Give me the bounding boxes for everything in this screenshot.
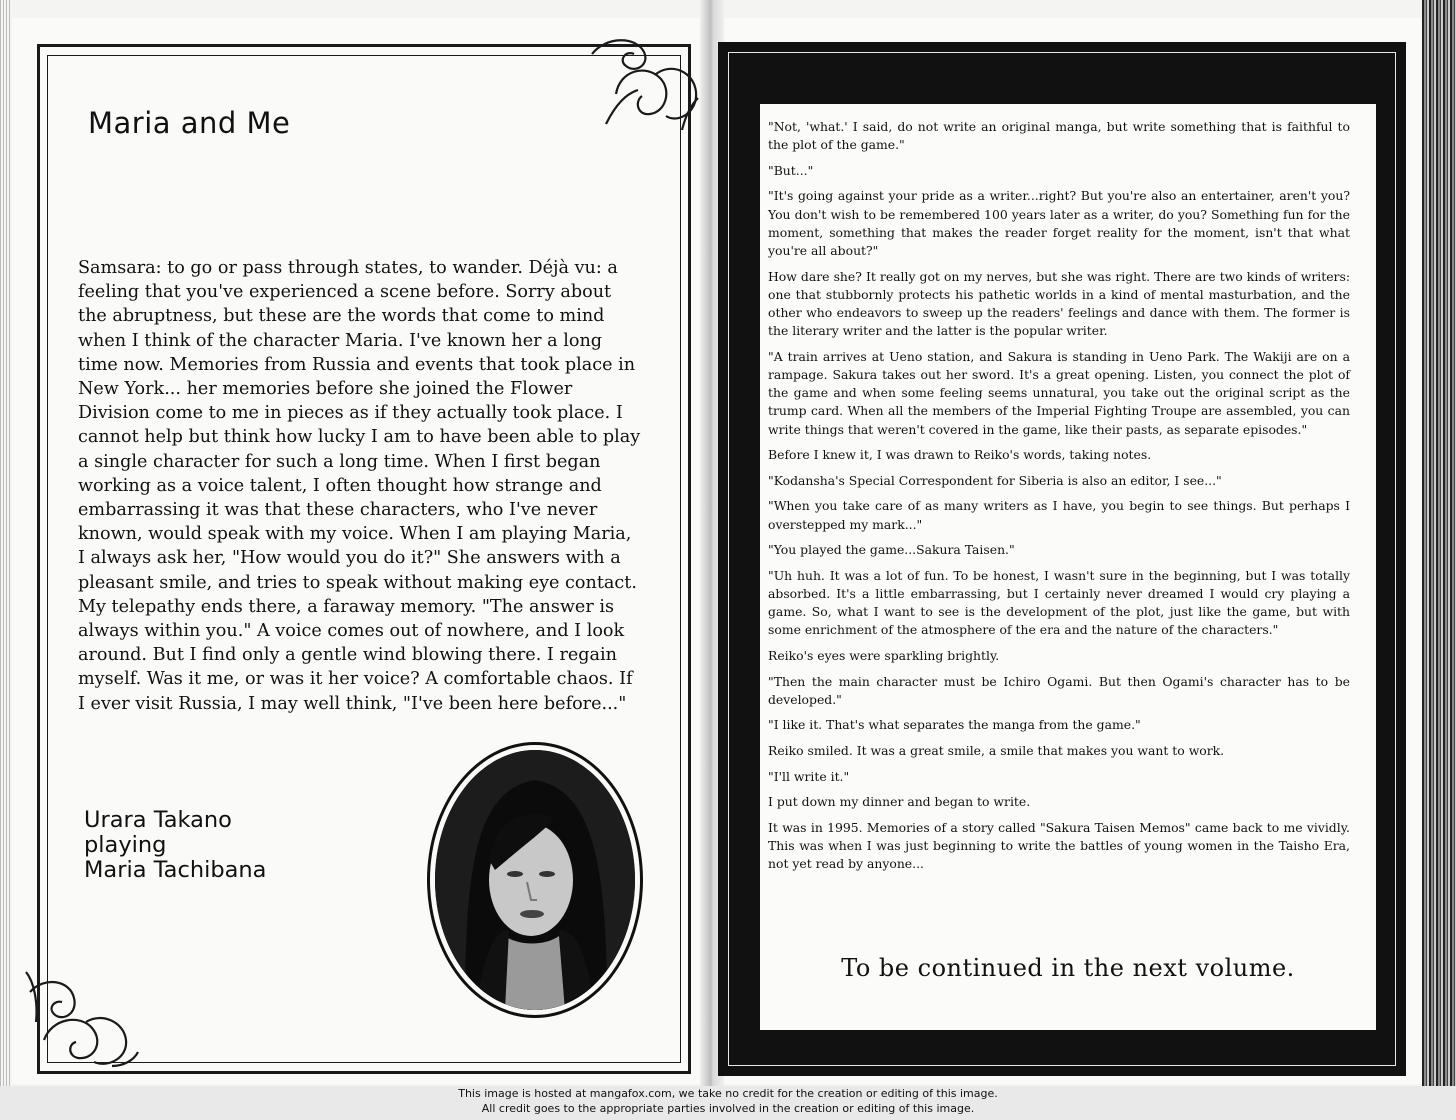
right-page-edge [1422,0,1456,1086]
essay-title: Maria and Me [88,106,291,140]
credit-line: All credit goes to the appropriate parties involved in the creation or editing of this image. [481,1102,975,1115]
story-paragraph: Reiko's eyes were sparkling brightly. [768,647,1000,663]
signature-block [84,808,266,883]
story-paragraph: "Then the main character must be Ichiro Ogami. But then Ogami's character has to be developed." [768,673,1350,707]
story-paragraph: "When you take care of as many writers as I have, you begin to see things. But perhaps I overstepped my mark..." [768,498,1350,532]
credit-line: This image is hosted at mangafox.com, we take no credit for the creation or editing of this image. [458,1087,998,1100]
portrait-photo [435,750,635,1010]
story-paragraph: "But..." [768,162,814,178]
story-paragraph: I put down my dinner and began to write. [768,794,1031,810]
essay-body: Samsara: to go or pass through states, to wander. Déjà vu: a feeling that you've experienced a scene before. Sorry about the abruptness, but these are the words that come to mind when I think of the character Maria. I've known her a long time now. Memories from Russia and events that took place in New York... her memories before she joined the Flower Division come to me in pieces as if they actually took place. I cannot help but think how lucky I am to have been able to play a single character for such a long time. When I first began working as a voice talent, I often thought how strange and embarrassing it was that these characters, who I've never known, would speak with my voice. When I am playing Maria, I always ask her, "How would you do it?" She answers with a pleasant smile, and tries to speak without making eye contact. My telepathy ends there, a faraway memory. "The answer is always within you." A voice comes out of nowhere, and I look around. But I find only a gentle wind blowing there. I regain myself. Was it me, or was it her voice? A comfortable chaos. If I ever visit Russia, I may well think, "I've been here before..." [78,258,641,714]
top-right-flourish-icon [586,34,704,134]
signature-line: playing [84,832,167,858]
story-text [768,118,1350,881]
story-paragraph: Reiko smiled. It was a great smile, a smile that makes you want to work. [768,742,1225,758]
signature-line: Urara Takano [84,807,232,833]
portrait-photo-icon [435,750,635,1010]
hosting-credit [0,1086,1456,1116]
bottom-left-flourish-icon [24,962,142,1072]
to-be-continued: To be continued in the next volume. [841,954,1295,982]
story-paragraph: "I like it. That's what separates the manga from the game." [768,717,1141,733]
story-paragraph: "You played the game...Sakura Taisen." [768,542,1015,558]
story-paragraph: "Kodansha's Special Correspondent for Siberia is also an editor, I see..." [768,472,1222,488]
story-paragraph: "Not, 'what.' I said, do not write an original manga, but write something that is faithful to the plot of the game." [768,119,1350,153]
story-paragraph: "It's going against your pride as a writer...right? But you're also an entertainer, aren't you? You don't wish to be remembered 100 years later as a writer, do you? Something fun for the moment, something that makes the reader forget reality for the moment, isn't that what you're all about?" [768,188,1350,258]
story-paragraph: How dare she? It really got on my nerves, but she was right. There are two kinds of writers: one that stubbornly protects his pathetic worlds in a kind of mental masturbation, and the other who endeavors to sweep up the readers' feelings and dance with them. The former is the literary writer and the latter is the popular writer. [768,268,1350,339]
story-paragraph: "I'll write it." [768,768,850,784]
story-paragraph: "Uh huh. It was a lot of fun. To be honest, I wasn't sure in the beginning, but I was totally absorbed. It's a little embarrassing, but I certainly never dreamed I would cry playing a game. So, what I want to see is the development of the plot, just like the game, but with some enrichment of the atmosphere of the era and the nature of the characters." [768,567,1350,638]
story-paragraph: It was in 1995. Memories of a story called "Sakura Taisen Memos" came back to me vividly. This was when I was just beginning to write the battles of young women in the Taisho Era, not yet read by anyone... [768,819,1350,872]
story-paragraph: Before I knew it, I was drawn to Reiko's words, taking notes. [768,447,1152,463]
signature-line: Maria Tachibana [84,857,267,883]
story-paragraph: "A train arrives at Ueno station, and Sakura is standing in Ueno Park. The Wakiji are on a rampage. Sakura takes out her sword. It's a great opening. Listen, you connect the plot of the game and when some feeling seems unnatural, you take out the original script as the trump card. When all the members of the Imperial Fighting Troupe are assembled, you can write things that weren't covered in the game, like their pasts, as separate episodes." [768,348,1350,437]
left-page-edge [0,0,12,1086]
